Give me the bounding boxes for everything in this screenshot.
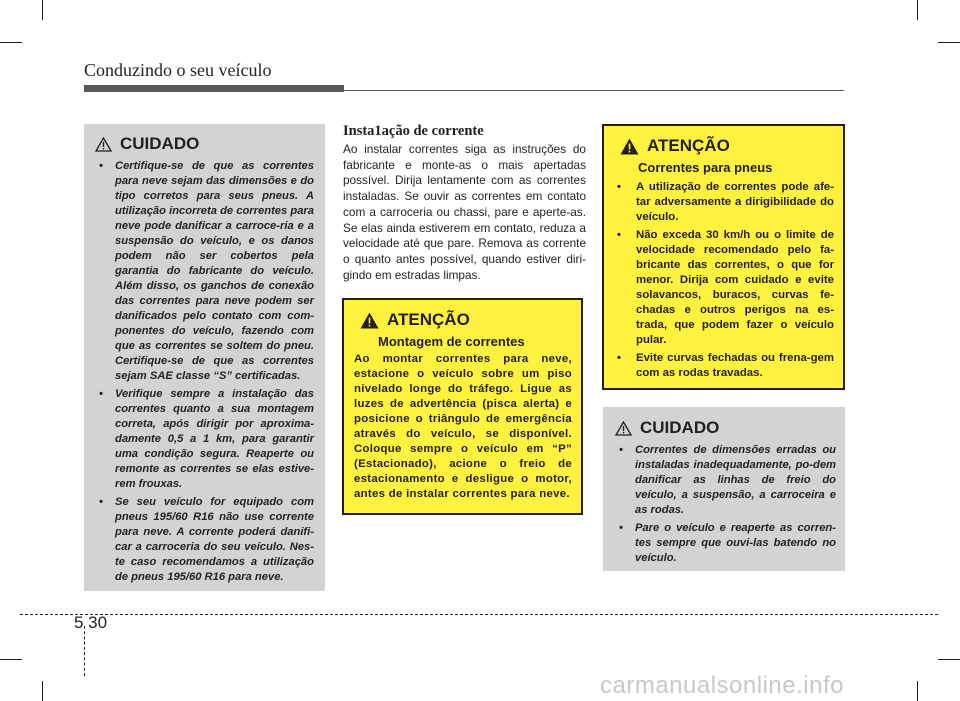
crop-mark bbox=[938, 659, 960, 660]
crop-mark bbox=[0, 42, 22, 43]
caution-title: CUIDADO bbox=[120, 134, 200, 153]
footer-rule bbox=[84, 626, 85, 676]
atencao-subtitle: Correntes para pneus bbox=[638, 160, 773, 175]
caution-box-left bbox=[84, 124, 325, 591]
crop-mark bbox=[917, 681, 918, 701]
crop-mark bbox=[42, 0, 43, 20]
atencao-text: Ao montar correntes para neve, estacione o veículo sobre um piso nivelado longe do tráfego. Ligue as luzes de advertência (pisca alerta) e posicione o triângulo de emergência através do veículo, se disponível. Coloque sempre o veículo em “P” (Estacionado), acione o freio de estacionamento e desligue o motor, antes de instalar correntes para neve. bbox=[354, 353, 572, 500]
atencao-box-right bbox=[602, 124, 845, 390]
caution-item: • Correntes de dimensões erradas ou instaladas inadequadamente, po-dem danificar as linhas de freio do veículo, a suspensão, a carroceira e as rodas. bbox=[619, 444, 836, 516]
header-rule bbox=[344, 90, 844, 91]
caution-item: • Verifique sempre a instalação das correntes quanto a sua montagem correta, após dirigir por aproxima-damente 0,5 a 1 km, para garantir uma condição segura. Reaperte ou remonte as correntes se elas estive-rem frouxas. bbox=[99, 388, 314, 490]
warning-triangle-icon bbox=[95, 137, 112, 152]
atencao-subtitle: Montagem de correntes bbox=[378, 334, 525, 349]
warning-triangle-icon bbox=[360, 312, 379, 329]
atencao-item: • Evite curvas fechadas ou frena-gem com as rodas travadas. bbox=[617, 352, 834, 379]
caution-item: • Pare o veículo e reaperte as corren-tes sempre que ouvi-las batendo no veículo. bbox=[619, 522, 836, 564]
atencao-title: ATENÇÃO bbox=[387, 310, 470, 329]
section-title: Insta1ação de corrente bbox=[343, 123, 484, 139]
atencao-title: ATENÇÃO bbox=[647, 136, 730, 155]
caution-title: CUIDADO bbox=[640, 418, 720, 437]
warning-triangle-icon bbox=[620, 138, 639, 155]
watermark: carmanualsonline.info bbox=[600, 672, 844, 699]
caution-item: • Certifique-se de que as correntes para neve sejam das dimensões e do tipo corretos para seus pneus. A utilização incorreta de correntes para neve pode danificar a carroce-ria e a suspensão do veículo, e os danos podem não ser cobertos pela garantia do fabricante do veículo. Além disso, os ganchos de conexão das correntes para neve podem ser danificados pelo contato com com-ponentes do veículo, fazendo com que as correntes se soltem do pneu. Certifique-se de que as correntes sejam SAE classe “S” certificadas. bbox=[99, 160, 314, 382]
atencao-box-middle bbox=[342, 298, 583, 515]
atencao-item: • Não exceda 30 km/h ou o limite de velocidade recomendado pelo fa-bricante das correntes, o que for menor. Dirija com cuidado e evite solavancos, buracos, curvas fe-chadas e outros perigos na es-trada, que podem fazer o veículo pular. bbox=[617, 229, 834, 346]
body-paragraph: Ao instalar correntes siga as instruções do fabricante e monte-as o mais apertadas possível. Dirija lentamente com as correntes instaladas. Se ouvir as correntes em contato com a carroceria ou chassi, pare e aperte-as. Se elas ainda estiverem em contato, reduza a velocidade até que pare. Remova as corrente o quanto antes possível, quando estiver diri-gindo em estradas limpas. bbox=[343, 142, 586, 282]
crop-mark bbox=[917, 0, 918, 20]
crop-mark bbox=[0, 659, 22, 660]
crop-mark bbox=[938, 42, 960, 43]
page-header-title: Conduzindo o seu veículo bbox=[84, 60, 272, 80]
header-rule bbox=[84, 85, 344, 92]
warning-triangle-icon bbox=[615, 421, 632, 436]
caution-box-right bbox=[603, 407, 845, 571]
crop-mark bbox=[42, 681, 43, 701]
page-number: 5 30 bbox=[74, 613, 108, 632]
atencao-item: • A utilização de correntes pode afe-tar adversamente a dirigibilidade do veículo. bbox=[617, 181, 834, 223]
caution-item: • Se seu veículo for equipado com pneus 195/60 R16 não use corrente para neve. A corrente poderá danifi-car a carroceria do seu veículo. Nes-te caso recomendamos a utilização de pneus 195/60 R16 para neve. bbox=[99, 496, 314, 583]
footer-rule bbox=[20, 614, 938, 615]
